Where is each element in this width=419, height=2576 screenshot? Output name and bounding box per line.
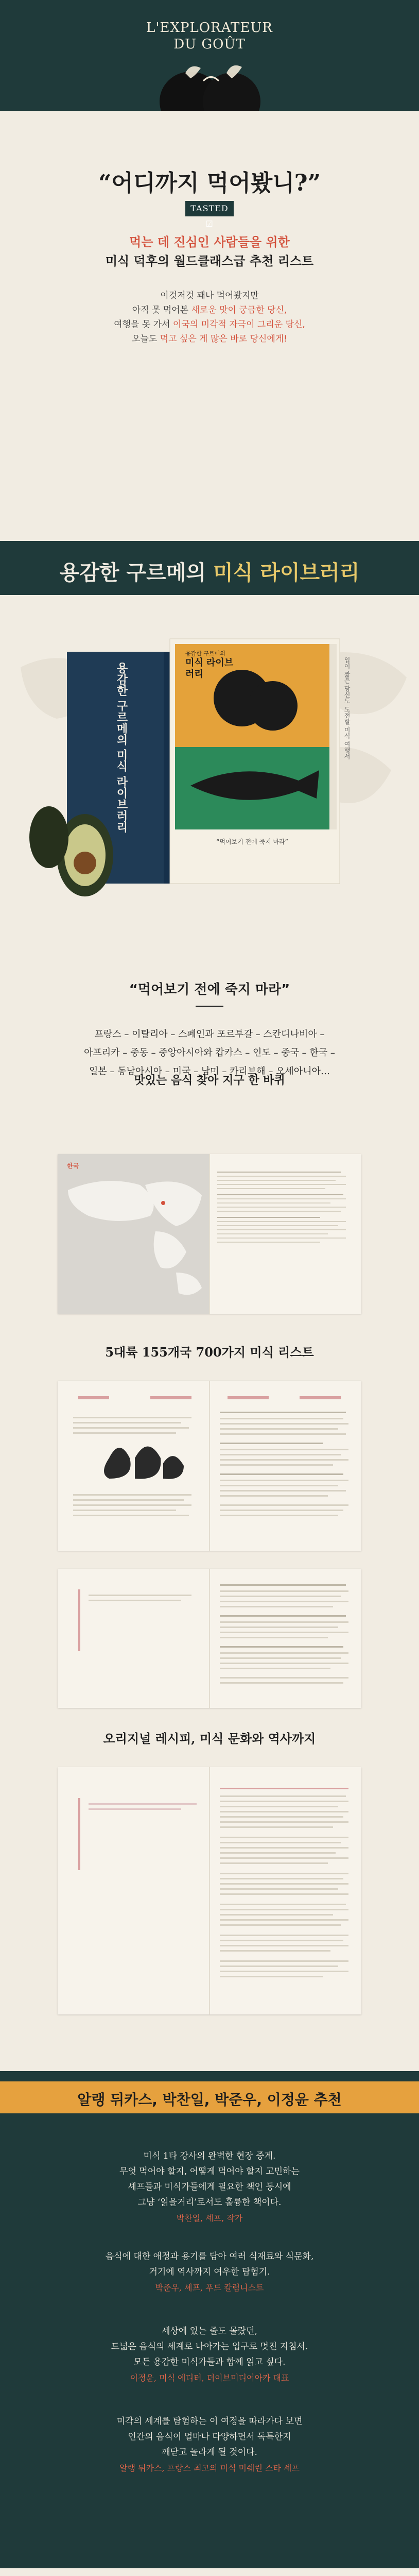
quote-3-line-1: 세상에 있는 줄도 몰랐던, [162,2326,257,2336]
book-spine [67,657,170,878]
quote-3-line-3: 모든 용감한 미식가들과 함께 읽고 싶다. [133,2357,286,2367]
cover-tagline: “먹어보기 전에 죽지 마라” [216,838,288,845]
recommendations-section [0,2071,419,2568]
quote-4-line-1: 미각의 세계를 탐험하는 이 여정을 따라가다 보면 [116,2416,303,2427]
library-title-a: 용감한 구르메의 [59,561,213,585]
quote-4-author: 알랭 뒤카스, 프랑스 최고의 미식 미쉐린 스타 셰프 [119,2463,300,2473]
gutter [209,1767,210,2014]
hero-banner [0,0,419,111]
spread-text [58,1767,361,2014]
quote-block-3 [0,2324,419,2385]
text-page [217,1170,351,1246]
quote-4-line-2: 인간의 음식이 얼마나 다양하면서 독특한지 [128,2432,291,2442]
quote-2-line-2: 거기에 역사까지 여우한 탐험기. [149,2267,270,2277]
brand-line-2: DU GOÛT [173,37,246,52]
map-label: 한국 [67,1162,79,1170]
cover-small: 용감한 구르메의 [185,650,225,657]
intro-lines [0,289,419,346]
quote-block-2 [0,2249,419,2295]
country-line-3: 일본 – 동남아시아 – 미국 – 남미 – 카리브해 – 오세아니아… [89,1066,330,1077]
gutter [209,1154,210,1314]
intro-line-2-b: 새로운 맛이 궁금한 당신, [191,305,287,315]
quote-3-line-2: 드넓은 음식의 세계로 나아가는 입구로 멋진 지침서. [111,2342,308,2352]
library-title-b: 미식 라이브러리 [213,561,360,585]
intro-line-2-a: 아직 못 먹어본 [132,305,191,315]
map-page [58,1154,209,1314]
brand-title [0,20,419,53]
subheading-2: 미식 덕후의 월드클래스급 추천 리스트 [105,254,314,268]
spine-text: 용감한 구르메의 미식 라이브러리 [115,662,128,833]
intro-line-1: 이것저것 꽤나 먹어봤지만 [160,291,259,301]
world-map-icon [58,1154,209,1314]
spread-illustration [58,1381,361,1551]
gutter [209,1381,210,1551]
book-side-text: 입이 짧은 당신도 도전할 미식 여행서 [343,657,351,760]
quote-1-line-3: 셰프들과 미식가들에게 필요한 책인 동시에 [128,2182,291,2192]
country-line-2: 아프리카 – 중동 – 중앙아시아와 캅카스 – 인도 – 중국 – 한국 – [84,1047,335,1058]
quote-block-1 [0,2148,419,2226]
mangosteen-illustration [154,58,265,114]
cover-title-block [185,649,242,680]
find-tagline: 맛있는 음식 찾아 지구 한 바퀴 [134,1074,285,1087]
subheading-1: 먹는 데 진심인 사람들을 위한 [129,235,290,249]
quote-1-line-2: 무엇 먹어야 할지, 어떻게 먹어야 할지 고민하는 [119,2166,300,2177]
intro-line-3 [0,317,419,332]
spread-recipe [58,1569,361,1708]
quote-underline [196,1006,223,1007]
intro-section [0,111,419,544]
intro-line-4-b: 먹고 싶은 게 많은 바로 당신에게! [160,334,287,344]
gutter [209,1569,210,1708]
headline: “어디까지 먹어봤니?” [98,170,321,196]
intro-line-3-b: 이국의 미각적 자극이 그리운 당신, [172,319,305,330]
tasted-badge: TASTED ☑ [185,201,234,216]
quote-block-4 [0,2414,419,2476]
related-book-section [0,2568,419,2576]
quote-section [0,969,419,1139]
quote-1-line-4: 그냥 ‘읽을거리’로서도 훌륭한 책이다. [137,2197,282,2208]
quote-3-author: 이정윤, 미식 에디터, 더이브미디어아카 대표 [130,2373,289,2383]
country-line-1: 프랑스 – 이탈리아 – 스페인과 포르투갈 – 스칸디나비아 – [94,1029,325,1040]
spread2-caption: 오리지널 레시피, 미식 문화와 역사까지 [103,1731,316,1746]
quote-2-author: 박준우, 셰프, 푸드 칼럼니스트 [155,2283,264,2293]
intro-line-2 [0,303,419,317]
intro-line-4-a: 오늘도 [132,334,160,344]
library-banner [0,541,419,595]
brand-line-1: L'EXPLORATEUR [146,20,273,36]
intro-line-3-a: 여행을 못 가서 [114,319,173,330]
intro-line-4 [0,332,419,346]
library-title [0,556,419,586]
quote-heading: “먹어보기 전에 죽지 마라” [129,982,290,997]
quote-1-author: 박찬일, 셰프, 작가 [176,2213,243,2223]
recommend-banner [0,2081,419,2113]
quote-2-line-1: 음식에 대한 애정과 용기를 담아 여러 식재료와 식문화, [105,2251,314,2262]
spread1-caption: 5대륙 155개국 700가지 미식 리스트 [105,1345,314,1360]
spread-map [58,1154,361,1314]
cover-title: 미식 라이브러리 [185,657,234,680]
recommend-title: 알랭 뒤카스, 박찬일, 박준우, 이정윤 추천 [77,2091,342,2108]
book-showcase [0,595,419,969]
quote-4-line-3: 깨닫고 놀라게 될 것이다. [162,2447,257,2458]
quote-1-line-1: 미식 1타 강사의 완벽한 현장 중계. [143,2151,276,2161]
